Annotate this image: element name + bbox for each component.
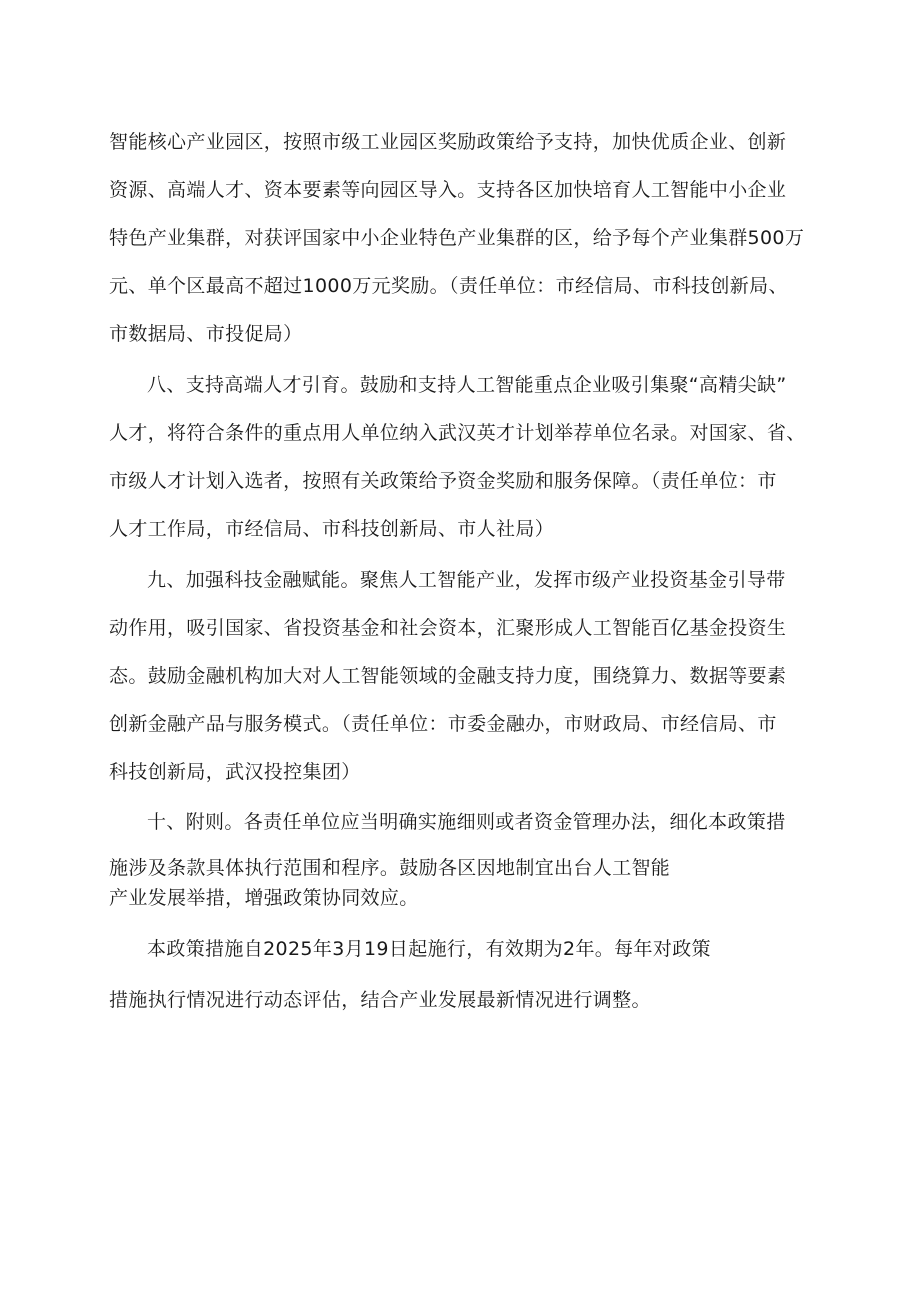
text-line: 产业发展举措，增强政策协同效应。	[109, 887, 419, 909]
text-line: 资源、高端人才、资本要素等向园区导入。支持各区加快培育人工智能中小企业	[109, 179, 787, 201]
text-line: 人才工作局，市经信局、市科技创新局、市人社局）	[109, 518, 555, 540]
text-line: 元、单个区最高不超过1000万元奖励。（责任单位：市经信局、市科技创新局、	[109, 275, 788, 297]
paragraph-heading-line: 九、加强科技金融赋能。聚焦人工智能产业，发挥市级产业投资基金引导带	[147, 569, 786, 591]
text-line: 特色产业集群，对获评国家中小企业特色产业集群的区，给予每个产业集群500万	[109, 227, 805, 249]
text-line: 动作用，吸引国家、省投资基金和社会资本，汇聚形成人工智能百亿基金投资生	[109, 617, 787, 639]
text-line: 人才，将符合条件的重点用人单位纳入武汉英才计划举荐单位名录。对国家、省、	[109, 422, 806, 444]
paragraph-heading-line: 十、附则。各责任单位应当明确实施细则或者资金管理办法，细化本政策措	[147, 811, 786, 833]
text-line: 措施执行情况进行动态评估，结合产业发展最新情况进行调整。	[109, 989, 651, 1011]
text-line: 市级人才计划入选者，按照有关政策给予资金奖励和服务保障。（责任单位：市	[109, 470, 777, 492]
text-line: 市数据局、市投促局）	[109, 323, 303, 345]
text-line: 科技创新局，武汉投控集团）	[109, 761, 361, 783]
text-line: 创新金融产品与服务模式。（责任单位：市委金融办，市财政局、市经信局、市	[109, 713, 777, 735]
paragraph-heading-line: 八、支持高端人才引育。鼓励和支持人工智能重点企业吸引集聚“高精尖缺”	[147, 374, 787, 396]
text-line: 态。鼓励金融机构加大对人工智能领域的金融支持力度，围绕算力、数据等要素	[109, 665, 787, 687]
paragraph-heading-line: 本政策措施自2025年3月19日起施行，有效期为2年。每年对政策	[147, 938, 711, 960]
text-line: 施涉及条款具体执行范围和程序。鼓励各区因地制宜出台人工智能	[109, 857, 671, 879]
text-line: 智能核心产业园区，按照市级工业园区奖励政策给予支持，加快优质企业、创新	[109, 131, 787, 153]
